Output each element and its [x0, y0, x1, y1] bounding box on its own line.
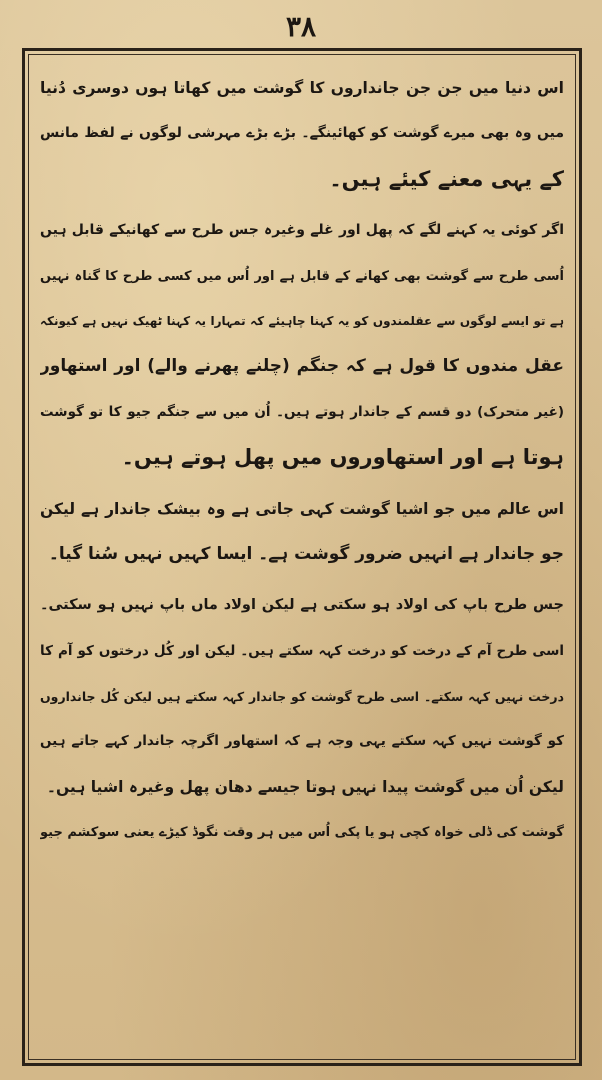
- page-number: ۳۸: [285, 10, 317, 43]
- text-line: اس عالم میں جو اشیا گوشت کہی جاتی ہے وہ بیشک جاندار ہے لیکن: [40, 499, 564, 518]
- text-line: کو گوشت نہیں کہہ سکتے یہی وجہ ہے کہ استھاور اگرچہ جاندار کہے جاتے ہیں: [40, 733, 564, 750]
- text-line: میں وہ بھی میرے گوشت کو کھائینگے۔ بڑے بڑے مہرشی لوگوں نے لفظ مانس: [40, 125, 564, 142]
- text-body: [40, 66, 564, 856]
- text-line: اسی طرح آم کے درخت کو درخت کہہ سکتے ہیں۔ لیکن اور کُل درختوں کو آم کا: [40, 642, 564, 659]
- text-line: گوشت کی ڈلی خواہ کچی ہو یا پکی اُس میں ہر وقت نگوڈ کیڑے یعنی سوکشم جیو: [40, 825, 564, 841]
- text-line: لیکن اُن میں گوشت پیدا نہیں ہوتا جیسے دھان پھل وغیرہ اشیا ہیں۔: [46, 777, 564, 796]
- text-line: اس دنیا میں جن جن جانداروں کا گوشت میں کھاتا ہوں دوسری دُنیا: [40, 79, 564, 97]
- text-line: درخت نہیں کہہ سکتے۔ اسی طرح گوشت کو جاندار کہہ سکتے ہیں لیکن کُل جانداروں: [40, 689, 564, 705]
- text-line: عقل مندوں کا قول ہے کہ جنگم (چلنے پھرنے والے) اور استھاور: [40, 356, 564, 377]
- text-line: ہوتا ہے اور استھاوروں میں پھل ہوتے ہیں۔: [121, 445, 564, 470]
- text-line: جو جاندار ہے انہیں ضرور گوشت ہے۔ ایسا کہیں نہیں سُنا گیا۔: [48, 543, 564, 564]
- text-line: اگر کوئی یہ کہنے لگے کہ پھل اور غلے وغیرہ جس طرح سے کھانیکے قابل ہیں: [40, 222, 564, 239]
- text-line: (غیر متحرک) دو قسم کے جاندار ہوتے ہیں۔ اُن میں سے جنگم جیو کا تو گوشت: [40, 403, 564, 420]
- text-line: جس طرح باپ کی اولاد ہو سکتی ہے لیکن اولاد ماں باپ نہیں ہو سکتی۔: [40, 597, 564, 614]
- text-line: ہے تو ایسے لوگوں سے عقلمندوں کو یہ کہنا چاہیئے کہ تمہارا یہ کہنا ٹھیک نہیں ہے کیونکہ: [40, 313, 564, 328]
- text-line: اُسی طرح سے گوشت بھی کھانے کے قابل ہے اور اُس میں کسی طرح کا گناہ نہیں: [40, 268, 564, 284]
- text-line: کے یہی معنے کیئے ہیں۔: [329, 166, 564, 191]
